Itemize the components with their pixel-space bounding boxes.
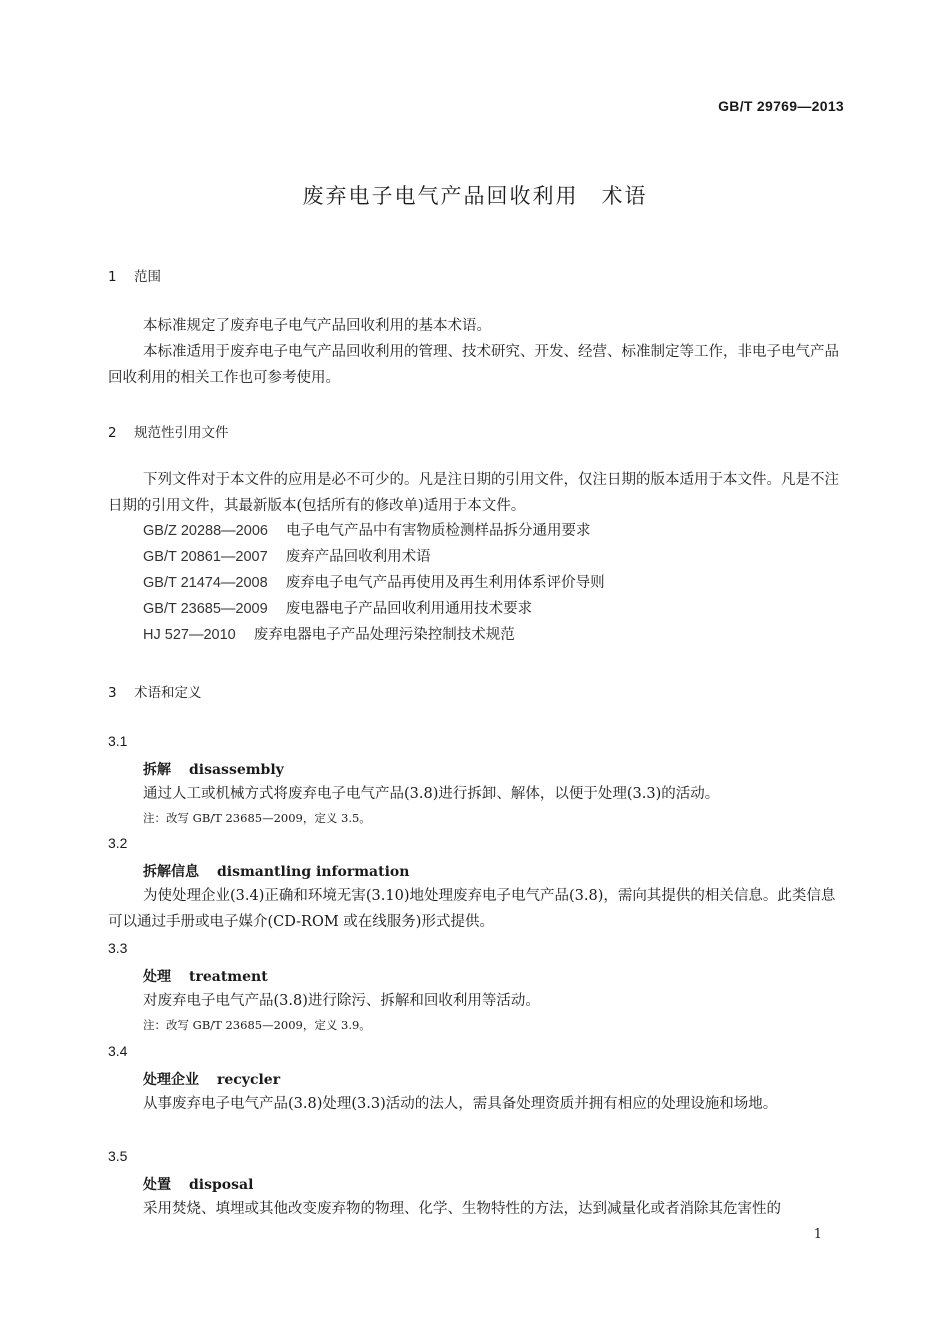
term-english: treatment [189, 969, 268, 985]
document-title: 废弃电子电气产品回收利用 术语 [302, 184, 648, 208]
term-number: 3.4 [108, 1043, 128, 1059]
term-definition: 为使处理企业(3.4)正确和环境无害(3.10)地处理废弃电子电气产品(3.8)，需向其提供的相关信息。此类信息可以通过手册或电子媒介(CD-ROM 或在线服务)形式提供。 [108, 888, 836, 930]
section-title: 范围 [134, 269, 161, 285]
term-note: 注：改写 GB/T 23685—2009，定义 3.9。 [143, 1018, 371, 1032]
reference-code: HJ 527—2010 [143, 627, 236, 643]
reference-title: 废弃产品回收利用术语 [285, 549, 431, 565]
section-title: 术语和定义 [134, 685, 202, 701]
term-english: dismantling information [217, 864, 410, 880]
term-heading [143, 1174, 253, 1194]
reference-item [143, 519, 590, 540]
term-number: 3.5 [108, 1148, 128, 1164]
term-definition: 通过人工或机械方式将废弃电子电气产品(3.8)进行拆卸、解体，以便于处理(3.3)的活动。 [143, 786, 720, 802]
term-chinese: 拆解信息 [143, 864, 199, 880]
section-2-intro: 下列文件对于本文件的应用是必不可少的。凡是注日期的引用文件，仅注日期的版本适用于本文件。凡是不注日期的引用文件，其最新版本(包括所有的修改单)适用于本文件。 [108, 472, 839, 514]
term-english: disposal [189, 1177, 254, 1193]
term-number: 3.1 [108, 733, 128, 749]
term-note: 注：改写 GB/T 23685—2009，定义 3.5。 [143, 811, 371, 825]
section-1-paragraph-2: 本标准适用于废弃电子电气产品回收利用的管理、技术研究、开发、经营、标准制定等工作，非电子电气产品回收利用的相关工作也可参考使用。 [108, 344, 839, 386]
term-chinese: 处理 [143, 969, 171, 985]
reference-item [143, 571, 605, 592]
term-chinese: 拆解 [143, 762, 171, 778]
term-chinese: 处理企业 [143, 1072, 199, 1088]
term-definition: 对废弃电子电气产品(3.8)进行除污、拆解和回收利用等活动。 [143, 993, 540, 1009]
reference-code: GB/T 23685—2009 [143, 601, 268, 617]
reference-title: 废弃电器电子产品处理污染控制技术规范 [253, 627, 515, 643]
section-1-paragraph-1: 本标准规定了废弃电子电气产品回收利用的基本术语。 [143, 318, 491, 334]
reference-code: GB/Z 20288—2006 [143, 523, 268, 539]
term-heading [143, 759, 284, 779]
reference-code: GB/T 20861—2007 [143, 549, 268, 565]
reference-code: GB/T 21474—2008 [143, 575, 268, 591]
term-heading [143, 1069, 280, 1089]
reference-title: 电子电气产品中有害物质检测样品拆分通用要求 [285, 523, 591, 539]
section-number: 2 [108, 425, 117, 441]
reference-title: 废电器电子产品回收利用通用技术要求 [285, 601, 533, 617]
term-heading [143, 861, 409, 881]
term-english: disassembly [189, 762, 284, 778]
term-chinese: 处置 [143, 1177, 171, 1193]
section-number: 1 [108, 269, 117, 285]
section-number: 3 [108, 685, 117, 701]
reference-item [143, 623, 515, 644]
term-number: 3.2 [108, 835, 128, 851]
term-definition: 从事废弃电子电气产品(3.8)处理(3.3)活动的法人，需具备处理资质并拥有相应的处理设施和场地。 [143, 1096, 778, 1112]
section-3-heading [108, 681, 202, 701]
section-title: 规范性引用文件 [134, 425, 229, 441]
term-english: recycler [217, 1072, 281, 1088]
standard-number: GB/T 29769—2013 [718, 98, 844, 114]
reference-item [143, 545, 431, 566]
reference-item [143, 597, 532, 618]
term-number: 3.3 [108, 940, 128, 956]
term-heading [143, 966, 268, 986]
section-1-heading [108, 265, 161, 285]
reference-title: 废弃电子电气产品再使用及再生利用体系评价导则 [285, 575, 605, 591]
page-number: 1 [813, 1227, 822, 1242]
section-2-heading [108, 421, 229, 441]
term-definition: 采用焚烧、填埋或其他改变废弃物的物理、化学、生物特性的方法，达到减量化或者消除其危害性的 [143, 1201, 781, 1217]
